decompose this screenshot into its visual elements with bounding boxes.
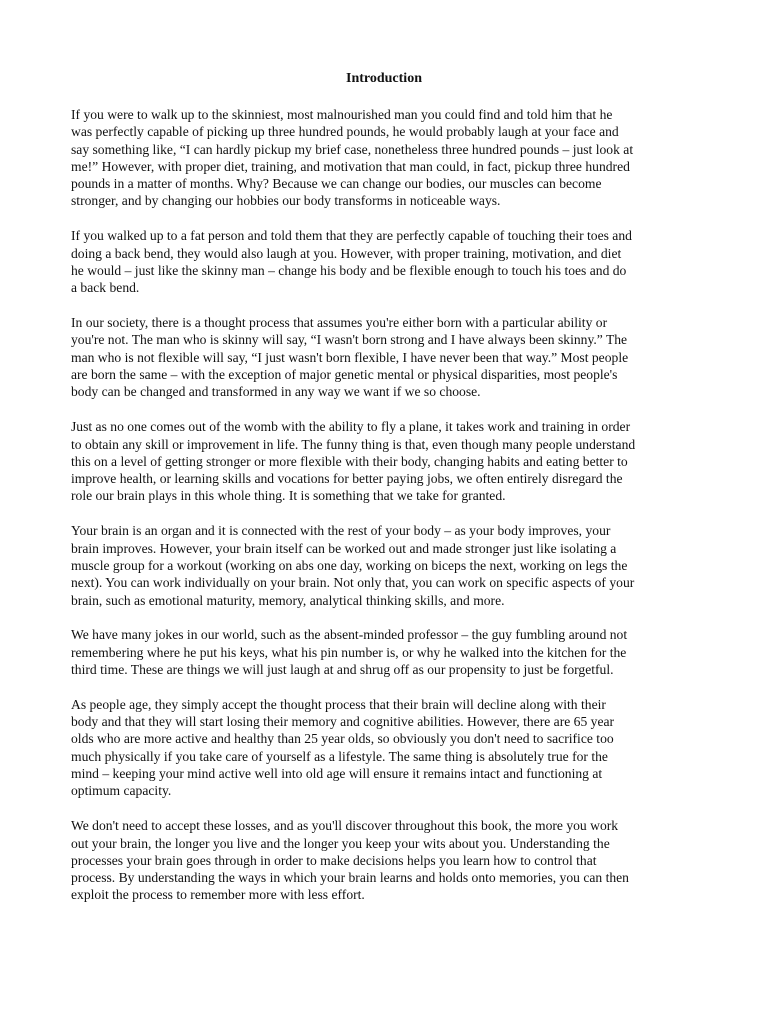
paragraph	[71, 817, 699, 903]
paragraph-line: body can be changed and transformed in any way we want if we so choose.	[71, 384, 481, 400]
paragraph-line: We have many jokes in our world, such as the absent-minded professor – the guy fumbling around not	[71, 627, 628, 643]
paragraph-line: In our society, there is a thought process that assumes you're either born with a particular ability or	[71, 315, 608, 331]
paragraph-line: We don't need to accept these losses, and as you'll discover throughout this book, the more you work	[71, 818, 619, 834]
paragraph-line: out your brain, the longer you live and the longer you keep your wits about you. Understanding the	[71, 835, 610, 851]
paragraph	[71, 314, 699, 400]
paragraph-line: are born the same – with the exception of major genetic mental or physical disparities, most people's	[71, 367, 618, 383]
paragraph-line: me!” However, with proper diet, training, and motivation that man could, in fact, pickup three hundred	[71, 158, 630, 174]
paragraph-line: you're not. The man who is skinny will say, “I wasn't born strong and I have always been skinny.” The	[71, 332, 628, 348]
paragraph-line: he would – just like the skinny man – change his body and be flexible enough to touch his toes and do	[71, 262, 627, 278]
paragraph-line: next). You can work individually on your brain. Not only that, you can work on specific aspects of your	[71, 575, 635, 591]
paragraph	[71, 227, 699, 296]
paragraph-line: a back bend.	[71, 280, 140, 296]
paragraph-line: muscle group for a workout (working on abs one day, working on biceps the next, working on legs the	[71, 557, 628, 573]
paragraph-line: mind – keeping your mind active well into old age will ensure it remains intact and functioning at	[71, 766, 603, 782]
paragraph-line: exploit the process to remember more with less effort.	[71, 887, 365, 903]
paragraph-line: body and that they will start losing their memory and cognitive abilities. However, there are 65 year	[71, 714, 615, 730]
paragraph-line: brain improves. However, your brain itself can be worked out and made stronger just like isolating a	[71, 540, 617, 556]
paragraph-line: Just as no one comes out of the womb with the ability to fly a plane, it takes work and training in order	[71, 419, 631, 435]
paragraph-line: this on a level of getting stronger or more flexible with their body, changing habits and eating better to	[71, 453, 628, 469]
paragraph-line: much physically if you take care of yourself as a lifestyle. The same thing is absolutely true for the	[71, 748, 608, 764]
paragraph-line: brain, such as emotional maturity, memory, analytical thinking skills, and more.	[71, 592, 505, 608]
paragraph-line: If you walked up to a fat person and told them that they are perfectly capable of touching their toes and	[71, 228, 632, 244]
paragraph-line: role our brain plays in this whole thing. It is something that we take for granted.	[71, 488, 506, 504]
paragraph-line: doing a back bend, they would also laugh at you. However, with proper training, motivation, and diet	[71, 245, 622, 261]
paragraph-line: If you were to walk up to the skinniest, most malnourished man you could find and told him that he	[71, 107, 613, 122]
paragraph	[71, 418, 699, 504]
paragraph	[71, 696, 699, 800]
paragraph	[71, 626, 699, 678]
paragraph-line: stronger, and by changing our hobbies our body transforms in noticeable ways.	[71, 193, 501, 209]
paragraph-line: was perfectly capable of picking up three hundred pounds, he would probably laugh at your face and	[71, 124, 619, 140]
document-title: Introduction	[346, 71, 422, 86]
paragraph-line: man who is not flexible will say, “I just wasn't born flexible, I have never been that way.” Most people	[71, 349, 629, 365]
paragraph-line: third time. These are things we will just laugh at and shrug off as our propensity to just be forgetful.	[71, 661, 614, 677]
paragraph-line: optimum capacity.	[71, 783, 172, 799]
paragraph-line: olds who are more active and healthy than 25 year olds, so obviously you don't need to sacrifice too	[71, 731, 614, 747]
paragraph-line: remembering where he put his keys, what his pin number is, or why he walked into the kitchen for the	[71, 644, 627, 660]
paragraph-line: As people age, they simply accept the thought process that their brain will decline along with their	[71, 696, 606, 712]
paragraph-line: processes your brain goes through in order to make decisions helps you learn how to control that	[71, 852, 597, 868]
paragraph-line: to obtain any skill or improvement in life. The funny thing is that, even though many people understand	[71, 436, 636, 452]
paragraph-line: say something like, “I can hardly pickup my brief case, nonetheless three hundred pounds – just look at	[71, 141, 634, 157]
paragraph-line: pounds in a matter of months. Why? Because we can change our bodies, our muscles can become	[71, 176, 602, 192]
paragraph-line: process. By understanding the ways in which your brain learns and holds onto memories, you can then	[71, 870, 629, 886]
document-body	[71, 106, 699, 921]
paragraph	[71, 106, 699, 210]
paragraph	[71, 522, 699, 608]
paragraph-line: Your brain is an organ and it is connected with the rest of your body – as your body improves, your	[71, 523, 611, 539]
paragraph-line: improve health, or learning skills and vocations for better paying jobs, we often entirely disregard the	[71, 471, 623, 487]
